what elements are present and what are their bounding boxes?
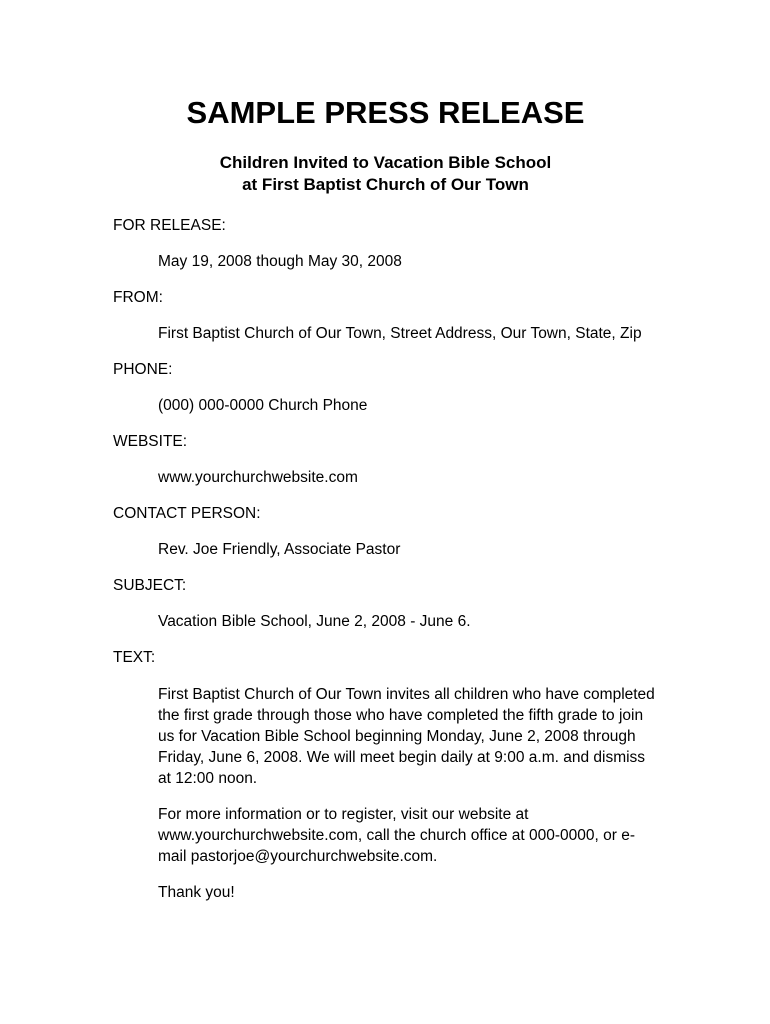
field-subject	[113, 576, 658, 632]
document-title: SAMPLE PRESS RELEASE	[186, 95, 585, 130]
subtitle-line-1: Children Invited to Vacation Bible School	[219, 153, 552, 173]
field-value-website: www.yourchurchwebsite.com	[158, 469, 358, 487]
field-value-subject: Vacation Bible School, June 2, 2008 - June 6.	[158, 613, 471, 631]
subtitle-line-2: at First Baptist Church of Our Town	[242, 175, 529, 195]
field-website	[113, 432, 658, 488]
field-text	[113, 648, 658, 903]
field-value-contact-person: Rev. Joe Friendly, Associate Pastor	[158, 541, 401, 559]
field-for-release	[113, 216, 658, 272]
field-value-from: First Baptist Church of Our Town, Street Address, Our Town, State, Zip	[158, 325, 642, 343]
field-label-contact-person: CONTACT PERSON:	[113, 505, 261, 523]
field-value-phone: (000) 000-0000 Church Phone	[158, 397, 368, 415]
document-subtitle	[113, 152, 658, 196]
field-value-for-release: May 19, 2008 though May 30, 2008	[158, 253, 402, 271]
text-paragraph-2: For more information or to register, visit our website at www.yourchurchwebsite.com, call the church office at 000-0000, or e-mail pastorjoe@yourchurchwebsite.com.	[158, 806, 636, 866]
field-contact-person	[113, 504, 658, 560]
text-paragraph-3: Thank you!	[158, 884, 235, 902]
field-label-website: WEBSITE:	[113, 433, 188, 451]
field-label-for-release: FOR RELEASE:	[113, 217, 226, 235]
field-from	[113, 288, 658, 344]
text-paragraph-1: First Baptist Church of Our Town invites all children who have completed the first grade through those who have completed the fifth grade to join us for Vacation Bible School beginning Monday, June 2, 2008 through Friday, June 6, 2008. We will meet begin daily at 9:00 a.m. and dismiss at 12:00 noon.	[158, 686, 655, 788]
field-phone	[113, 360, 658, 416]
field-label-text: TEXT:	[113, 649, 156, 667]
field-label-from: FROM:	[113, 289, 163, 307]
field-label-subject: SUBJECT:	[113, 577, 187, 595]
field-label-phone: PHONE:	[113, 361, 173, 379]
